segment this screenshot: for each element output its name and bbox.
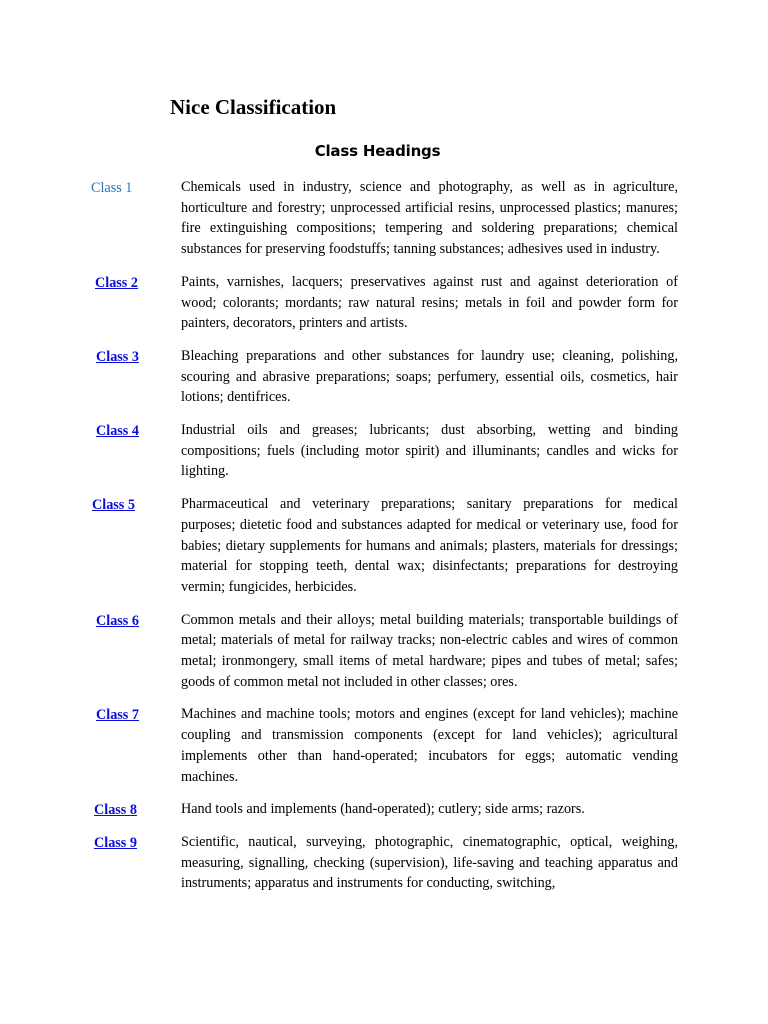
class-entry-8 <box>0 799 768 820</box>
class-headings-heading: Class Headings <box>314 142 441 160</box>
class-entry-5 <box>0 494 768 598</box>
class-entry-7 <box>0 704 768 787</box>
class-entry-6 <box>0 610 768 693</box>
class-8-description: Hand tools and implements (hand-operated); cutlery; side arms; razors. <box>181 801 585 818</box>
class-1-label: Class 1 <box>91 180 133 196</box>
class-2-description: Paints, varnishes, lacquers; preservatives against rust and against deterioration of wood; colorants; mordants; raw natural resins; metals in foil and powder form for painters, decorators, printers and artists. <box>181 273 678 332</box>
class-entry-3 <box>0 346 768 408</box>
class-4-description: Industrial oils and greases; lubricants; dust absorbing, wetting and binding compositions; fuels (including motor spirit) and illuminants; candles and wicks for lighting. <box>181 422 678 480</box>
class-4-link[interactable]: Class 4 <box>96 423 139 440</box>
class-9-link[interactable]: Class 9 <box>94 834 137 851</box>
class-entry-2 <box>0 272 768 334</box>
class-entry-9 <box>0 832 768 894</box>
class-7-link[interactable]: Class 7 <box>96 707 139 724</box>
class-entry-4 <box>0 420 768 482</box>
class-5-description: Pharmaceutical and veterinary preparations; sanitary preparations for medical purposes; dietetic food and substances adapted for medical or veterinary use, food for babies; dietary supplements for humans and animals; plasters, materials for dressings; material for stopping teeth, dental wax; disinfectants; preparations for destroying vermin; fungicides, herbicides. <box>181 496 678 595</box>
class-6-description: Common metals and their alloys; metal building materials; transportable buildings of metal; materials of metal for railway tracks; non-electric cables and wires of common metal; ironmongery, small items of metal hardware; pipes and tubes of metal; safes; goods of common metal not included in other classes; ores. <box>181 611 678 690</box>
page-title: Nice Classification <box>170 95 337 119</box>
class-5-link[interactable]: Class 5 <box>92 497 135 514</box>
class-9-description: Scientific, nautical, surveying, photographic, cinematographic, optical, weighing, measuring, signalling, checking (supervision), life-saving and teaching apparatus and instruments; apparatus and instruments for conducting, switching, <box>181 833 678 892</box>
class-1-description: Chemicals used in industry, science and photography, as well as in agriculture, horticulture and forestry; unprocessed artificial resins, unprocessed plastics; manures; fire extinguishing compositions; tempering and soldering preparations; chemical substances for preserving foodstuffs; tanning substances; adhesives used in industry. <box>181 179 678 258</box>
class-7-description: Machines and machine tools; motors and engines (except for land vehicles); machine coupling and transmission components (except for land vehicles); agricultural implements other than hand-operated; incubators for eggs; automatic vending machines. <box>181 706 678 785</box>
class-8-link[interactable]: Class 8 <box>94 802 137 819</box>
class-2-link[interactable]: Class 2 <box>95 274 138 291</box>
class-6-link[interactable]: Class 6 <box>96 612 139 629</box>
class-3-link[interactable]: Class 3 <box>96 348 139 365</box>
class-3-description: Bleaching preparations and other substances for laundry use; cleaning, polishing, scouring and abrasive preparations; soaps; perfumery, essential oils, cosmetics, hair lotions; dentifrices. <box>181 347 678 406</box>
class-entry-1 <box>0 177 768 260</box>
class-list <box>0 177 768 906</box>
